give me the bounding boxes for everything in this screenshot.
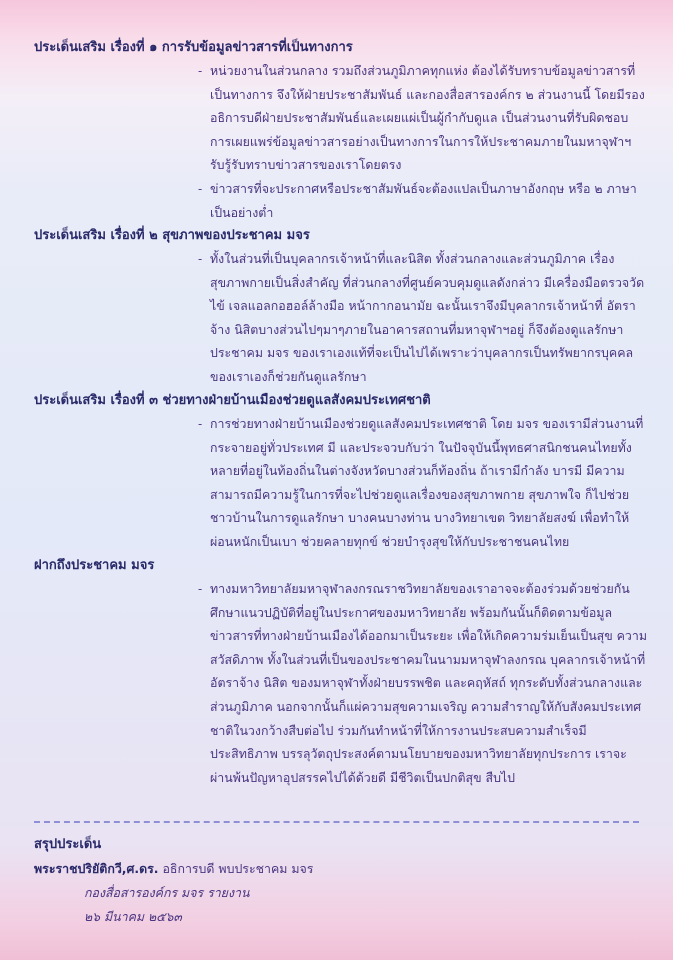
dashed-divider	[34, 821, 639, 823]
section-heading: ประเด็นเสริม เรื่องที่ ๑ การรับข้อมูลข่าวสารที่เป็นทางการ	[34, 40, 353, 55]
section-3	[34, 389, 649, 554]
dash-marker: -	[198, 581, 203, 596]
section-heading: ประเด็นเสริม เรื่องที่ ๒ สุขภาพของประชาคม มจร	[34, 228, 310, 243]
summary-block	[34, 833, 649, 929]
bullet-text: ทั้งในส่วนที่เป็นบุคลากรเจ้าหน้าที่และนิสิต ทั้งส่วนกลางและส่วนภูมิภาค เรื่องสุขภาพกายเป็นสิ่งสำคัญ ที่ส่วนกลางที่ศูนย์ควบคุมดูแลดังกล่าว มีเครื่องมือตรวจวัดไข้ เจลแอลกอฮอล์ล้างมือ หน้ากากอนามัย ฉะนั้นเราจึงมีบุคลากรเจ้าหน้าที่ อัตราจ้าง นิสิตบางส่วนไปๆมาๆภายในอาคารสถานที่มหาจุฬาฯอยู่ ก็จึงต้องดูแลรักษาประชาคม มจร ของเราเองแท้ที่จะเป็นไปได้เพราะว่าบุคลากรเป็นทรัพยากรบุคคลของเราเองก็ช่วยกันดูแลรักษา	[210, 251, 645, 384]
section-heading: ฝากถึงประชาคม มจร	[34, 558, 155, 573]
bullet-item	[198, 577, 649, 813]
section-heading: ประเด็นเสริม เรื่องที่ ๓ ช่วยทางฝ่ายบ้านเมืองช่วยดูแลสังคมประเทศชาติ	[34, 393, 431, 408]
date-line: ๒๖ มีนาคม ๒๕๖๓	[84, 909, 182, 924]
document-body	[34, 36, 649, 929]
speaker-name: พระราชปริยัติกวี,ศ.ดร.	[34, 861, 159, 876]
bullet-item	[198, 59, 649, 177]
section-1	[34, 36, 649, 224]
bullet-text: การช่วยทางฝ่ายบ้านเมืองช่วยดูแลสังคมประเทศชาติ โดย มจร ของเรามีส่วนงานที่กระจายอยู่ทั่วประเทศ มี และประจวบกับว่า ในปัจจุบันนี้พุทธศาสนิกชนคนไทยทั้งหลายที่อยู่ในท้องถิ่นในต่างจังหวัดบางส่วนก็ท้องถิ่น ถ้าเรามีกำลัง บารมี มีความสามารถมีความรู้ในการที่จะไปช่วยดูแลเรื่องของสุขภาพกาย สุขภาพใจ ก็ไปช่วยชาวบ้านในการดูแลรักษา บางคนบางท่าน บางวิทยาเขต วิทยาลัยสงฆ์ เพื่อทำให้ผ่อนหนักเป็นเบา ช่วยคลายทุกข์ ช่วยบำรุงสุขให้กับประชาชนคนไทย	[210, 416, 644, 549]
summary-title: สรุปประเด็น	[34, 837, 102, 852]
section-4	[34, 554, 649, 813]
bullet-text: ทางมหาวิทยาลัยมหาจุฬาลงกรณราชวิทยาลัยของเราอาจจะต้องร่วมด้วยช่วยกันศึกษาแนวปฏิบัติที่อยู่ในประกาศของมหาวิทยาลัย พร้อมกันนั้นก็ติดตามข้อมูลข่าวสารที่ทางฝ่ายบ้านเมืองได้ออกมาเป็นระยะ เพื่อให้เกิดความร่มเย็นเป็นสุข ความสวัสดิภาพ ทั้งในส่วนที่เป็นของประชาคมในนามมหาจุฬาลงกรณ บุคลากรเจ้าหน้าที่ อัตราจ้าง นิสิต ของมหาจุฬาทั้งฝ่ายบรรพชิต และคฤหัสถ์ ทุกระดับทั้งส่วนกลางและส่วนภูมิภาค นอกจากนั้นก็แผ่ความสุขความเจริญ ความสำราญให้กับสังคมประเทศชาติในวงกว้างสืบต่อไป ร่วมกันทำหน้าที่ให้การงานประสบความสำเร็จมีประสิทธิภาพ บรรลุวัตถุประสงค์ตามนโยบายของมหาวิทยาลัยทุกประการ เราจะผ่านพ้นปัญหาอุปสรรคไปได้ด้วยดี มีชีวิตเป็นปกติสุข สืบไป	[210, 581, 648, 785]
speaker-role: อธิการบดี พบประชาคม มจร	[162, 861, 314, 876]
dash-marker: -	[198, 63, 203, 78]
bullet-text: หน่วยงานในส่วนกลาง รวมถึงส่วนภูมิภาคทุกแห่ง ต้องได้รับทราบข้อมูลข่าวสารที่เป็นทางการ จึงให้ฝ่ายประชาสัมพันธ์ และกองสื่อสารองค์กร ๒ ส่วนงานนี้ โดยมีรองอธิการบดีฝ่ายประชาสัมพันธ์และเผยแผ่เป็นผู้กำกับดูแล เป็นส่วนงานที่รับผิดชอบการเผยแพร่ข้อมูลข่าวสารอย่างเป็นทางการในการให้ประชาคมภายในมหาจุฬาฯ รับรู้รับทราบข่าวสารของเราโดยตรง	[210, 63, 645, 173]
dash-marker: -	[198, 416, 203, 431]
reporter-line: กองสื่อสารองค์กร มจร รายงาน	[84, 885, 250, 900]
speaker-line	[34, 857, 649, 881]
bullet-item	[198, 412, 649, 554]
dash-marker: -	[198, 181, 203, 196]
bullet-item	[198, 177, 649, 224]
bullet-text: ข่าวสารที่จะประกาศหรือประชาสัมพันธ์จะต้องแปลเป็นภาษาอังกฤษ หรือ ๒ ภาษาเป็นอย่างต่ำ	[210, 181, 637, 220]
dash-marker: -	[198, 251, 203, 266]
section-2	[34, 224, 649, 389]
bullet-item	[198, 247, 649, 389]
